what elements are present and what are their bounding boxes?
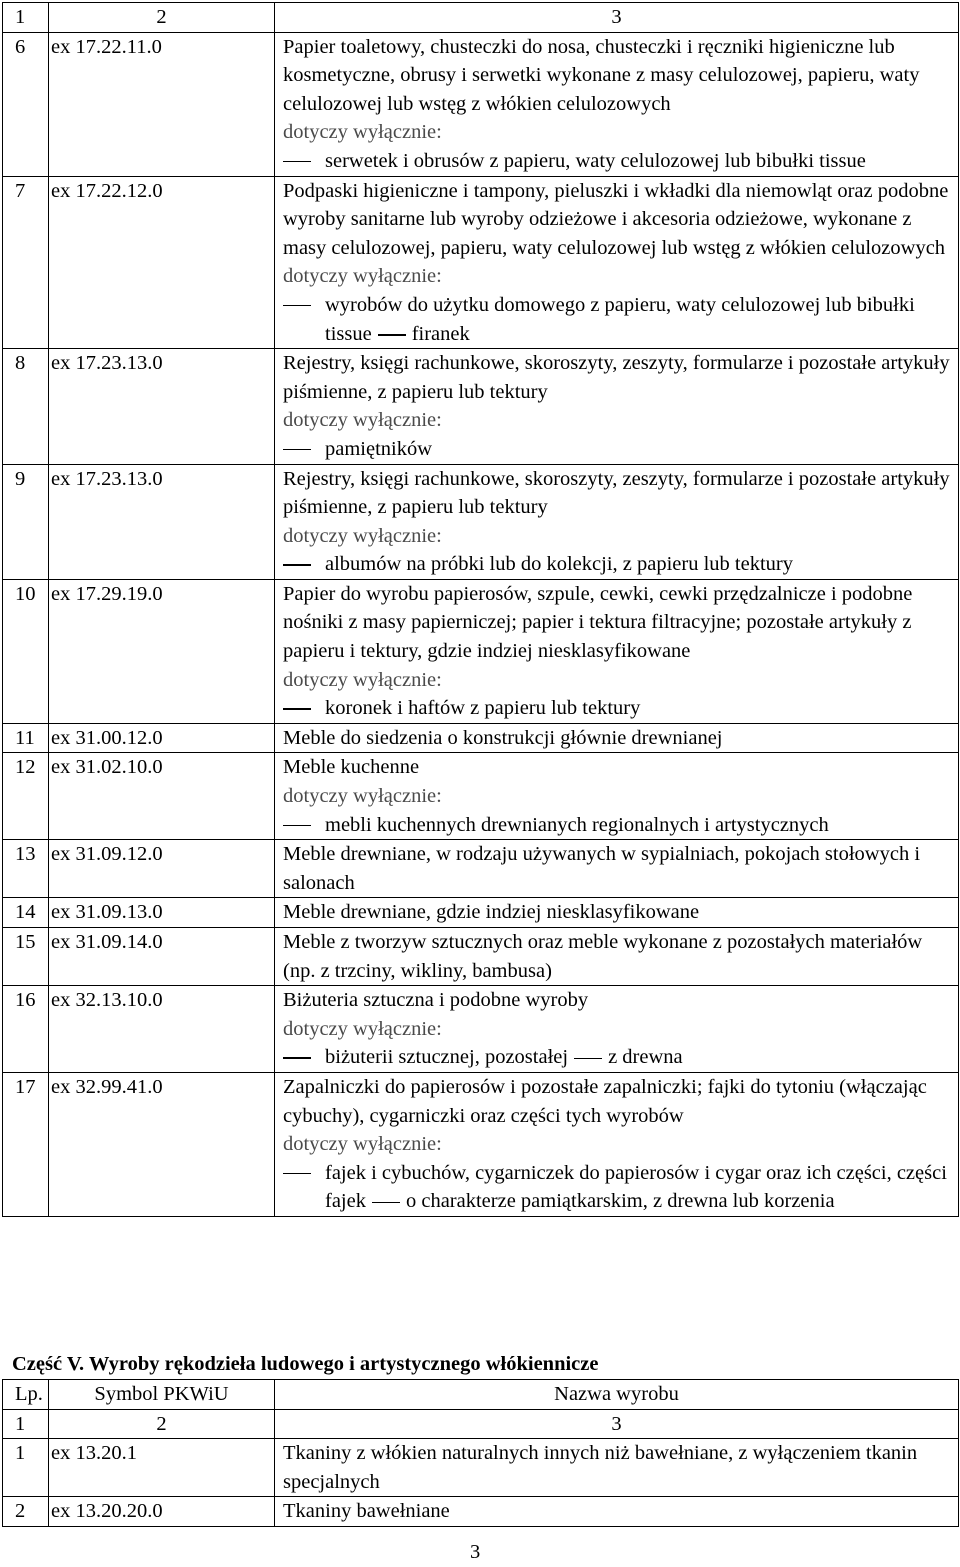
product-description [275,723,959,753]
product-description [275,928,959,986]
row-number: 11 [3,723,49,753]
header-symbol: Symbol PKWiU [49,1380,275,1410]
product-description [275,349,959,464]
qualified-item [283,291,956,348]
qualifier-label: dotyczy wyłącznie: [283,265,442,288]
row-number: 13 [3,840,49,898]
table-row [3,1072,959,1216]
pkwiu-symbol: ex 31.09.13.0 [49,898,275,928]
qualified-item-text: albumów na próbki lub do kolekcji, z papieru lub tektury [325,553,793,576]
pkwiu-symbol: ex 17.23.13.0 [49,464,275,579]
pkwiu-symbol: ex 17.22.11.0 [49,32,275,176]
table-row [3,840,959,898]
pkwiu-symbol: ex 31.02.10.0 [49,753,275,840]
table-row [3,1439,959,1497]
section-title: Część V. Wyroby rękodzieła ludowego i artystycznego włókiennicze [12,1353,599,1375]
column-number-3: 3 [275,1409,959,1439]
qualifier-label: dotyczy wyłącznie: [283,668,442,691]
table-row [3,349,959,464]
table-row [3,928,959,986]
pkwiu-symbol: ex 17.29.19.0 [49,579,275,723]
page-number: 3 [470,1541,481,1563]
qualifier-label: dotyczy wyłącznie: [283,409,442,432]
table-row [3,1497,959,1527]
product-name: Rejestry, księgi rachunkowe, skoroszyty, zeszyty, formularze i pozostałe artykuły piśmienne, z papieru lub tektury [283,467,950,519]
row-number: 2 [3,1497,49,1527]
pkwiu-symbol: ex 31.00.12.0 [49,723,275,753]
qualified-item-text: fajek i cybuchów, cygarniczek do papierosów i cygar oraz ich części, części fajek [325,1161,947,1213]
qualifier-label: dotyczy wyłącznie: [283,121,442,144]
header-lp: Lp. [3,1380,49,1410]
product-description [275,840,959,898]
qualified-item [283,811,956,840]
product-name: Meble do siedzenia o konstrukcji głównie drewnianej [283,726,723,749]
product-name: Papier toaletowy, chusteczki do nosa, chusteczki i ręczniki higieniczne lub kosmetyczne, obrusy i serwetki wykonane z masy celulozowej, papieru, waty celulozowej lub wstęg z włókien celulozowych [283,35,920,115]
qualified-item-text: wyrobów do użytku domowego z papieru, waty celulozowej lub bibułki tissue [325,293,915,345]
product-description [275,1072,959,1216]
product-name: Meble z tworzyw sztucznych oraz meble wykonane z pozostałych materiałów (np. z trzciny, wikliny, bambusa) [283,931,923,982]
product-name: Rejestry, księgi rachunkowe, skoroszyty, zeszyty, formularze i pozostałe artykuły piśmienne, z papieru lub tektury [283,352,950,403]
qualified-item-tail: z drewna [608,1046,683,1069]
qualified-item [283,1043,956,1072]
product-name: Zapalniczki do papierosów i pozostałe zapalniczki; fajki do tytoniu (włączając cybuchy), cygarniczki oraz części tych wyrobów [283,1075,927,1127]
qualified-item-tail: o charakterze pamiątkarskim, z drewna lub korzenia [405,1190,835,1213]
product-description [275,753,959,840]
row-number: 7 [3,176,49,349]
product-name: Meble kuchenne [283,756,420,779]
product-name: Tkaniny z włókien naturalnych innych niż bawełniane, z wyłączeniem tkanin specjalnych [275,1439,959,1497]
product-name: Meble drewniane, w rodzaju używanych w sypialniach, pokojach stołowych i salonach [283,843,921,894]
dash-separator [574,1058,602,1060]
table-row [3,464,959,579]
product-description [275,986,959,1073]
product-description [275,898,959,928]
pkwiu-symbol: ex 17.23.13.0 [49,349,275,464]
qualified-item-text: pamiętników [325,437,433,460]
qualified-item-text: mebli kuchennych drewnianych regionalnych i artystycznych [325,813,829,836]
row-number: 17 [3,1072,49,1216]
column-number-row [3,1409,959,1439]
qualified-item-tail: firanek [411,322,470,345]
product-description [275,579,959,723]
column-number-1: 1 [3,1409,49,1439]
product-name: Tkaniny bawełniane [275,1497,959,1527]
product-name: Meble drewniane, gdzie indziej niesklasyfikowane [283,901,700,924]
product-name: Papier do wyrobu papierosów, szpule, cewki, cewki przędzalnicze i podobne nośniki z masy papierniczej; papier i tektura filtracyjne; pozostałe artykuły z papieru i tektury, gdzie indziej niesklasyfikowane [283,582,913,663]
header-name: Nazwa wyrobu [275,1380,959,1410]
row-number: 12 [3,753,49,840]
row-number: 8 [3,349,49,464]
table-row [3,176,959,349]
product-description [275,464,959,579]
qualified-item [283,550,956,579]
qualifier-label: dotyczy wyłącznie: [283,1133,442,1156]
qualifier-label: dotyczy wyłącznie: [283,785,442,808]
table-row [3,32,959,176]
qualified-item [283,694,956,723]
products-table-part-iv [2,2,959,1217]
qualifier-label: dotyczy wyłącznie: [283,1017,442,1040]
qualified-item-text: serwetek i obrusów z papieru, waty celulozowej lub bibułki tissue [325,149,866,172]
row-number: 10 [3,579,49,723]
product-description [275,32,959,176]
product-description [275,176,959,349]
row-number: 6 [3,32,49,176]
product-name: Biżuteria sztuczna i podobne wyroby [283,989,589,1012]
table-row [3,579,959,723]
table-row [3,898,959,928]
column-number-1: 1 [3,3,49,33]
header-row [3,1380,959,1410]
products-table-part-v [2,1379,959,1527]
row-number: 14 [3,898,49,928]
column-number-row [3,3,959,33]
qualifier-label: dotyczy wyłącznie: [283,524,442,547]
dash-separator [378,334,406,336]
product-name: Podpaski higieniczne i tampony, pieluszki i wkładki dla niemowląt oraz podobne wyroby sanitarne lub wyroby odzieżowe i akcesoria odzieżowe, wykonane z masy celulozowej, papieru, waty celulozowej lub wstęg z włókien celulozowych [283,179,949,259]
qualified-item-text: biżuterii sztucznej, pozostałej [325,1046,569,1069]
column-number-2: 2 [49,1409,275,1439]
pkwiu-symbol: ex 32.13.10.0 [49,986,275,1073]
pkwiu-symbol: ex 32.99.41.0 [49,1072,275,1216]
qualified-item [283,1159,956,1216]
pkwiu-symbol: ex 13.20.20.0 [49,1497,275,1527]
row-number: 1 [3,1439,49,1497]
pkwiu-symbol: ex 31.09.14.0 [49,928,275,986]
dash-separator [372,1202,400,1204]
column-number-3: 3 [275,3,959,33]
row-number: 15 [3,928,49,986]
row-number: 9 [3,464,49,579]
table-row [3,753,959,840]
qualified-item [283,435,956,464]
pkwiu-symbol: ex 31.09.12.0 [49,840,275,898]
table-row [3,986,959,1073]
table-row [3,723,959,753]
pkwiu-symbol: ex 17.22.12.0 [49,176,275,349]
row-number: 16 [3,986,49,1073]
pkwiu-symbol: ex 13.20.1 [49,1439,275,1497]
qualified-item-text: koronek i haftów z papieru lub tektury [325,697,641,720]
column-number-2: 2 [49,3,275,33]
qualified-item [283,147,956,176]
